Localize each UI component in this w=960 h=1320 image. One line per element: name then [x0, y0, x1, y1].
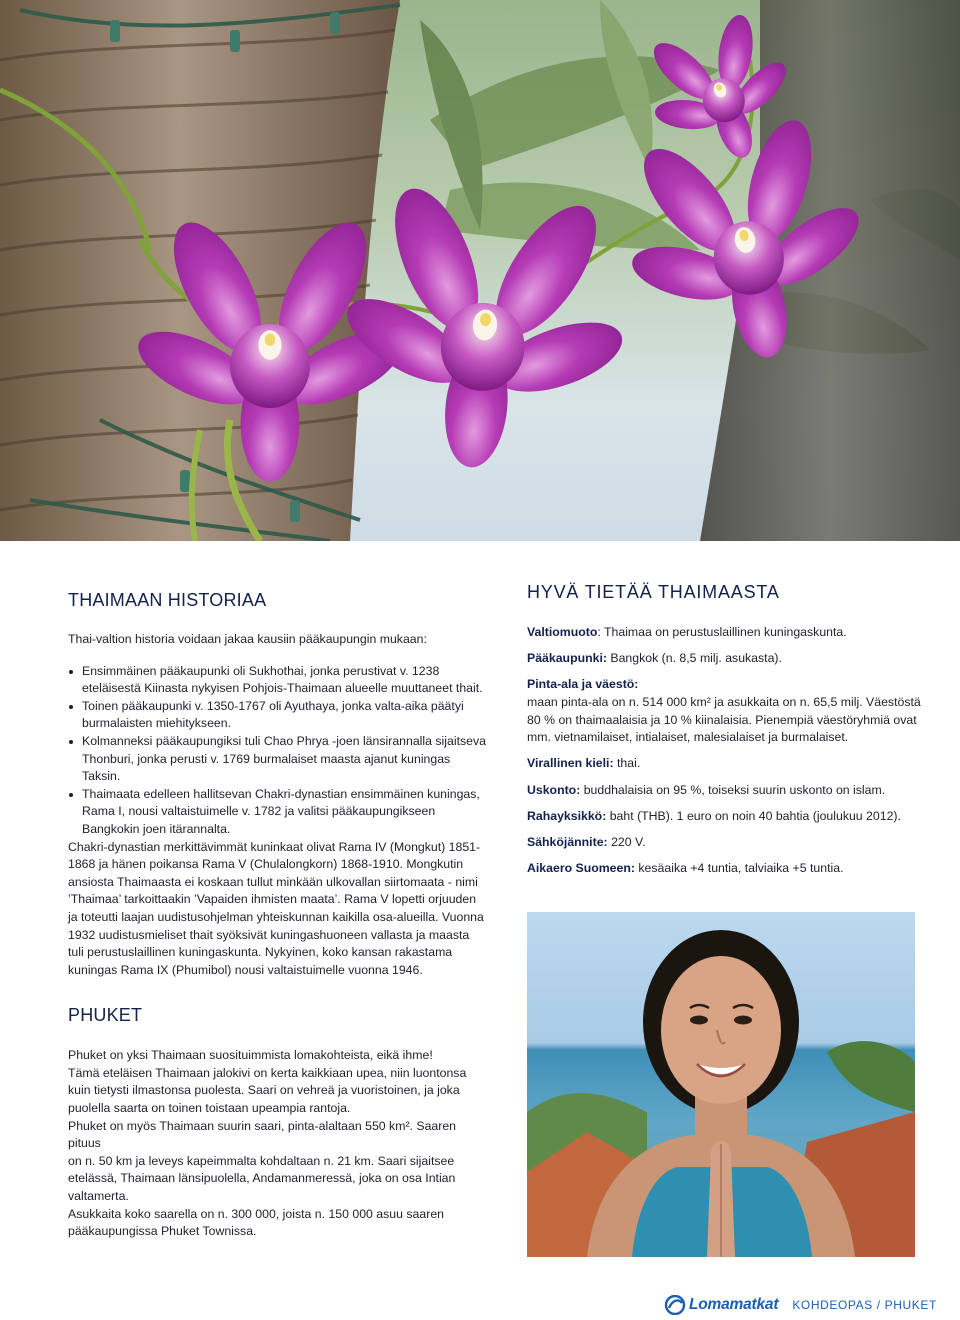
portrait-photo	[527, 912, 915, 1257]
fact-item	[527, 860, 927, 878]
fact-label: Valtiomuoto	[527, 625, 598, 639]
fact-label: Sähköjännite:	[527, 834, 608, 849]
fact-item	[527, 755, 927, 773]
fact-label: Uskonto:	[527, 782, 581, 797]
fact-item: Valtiomuoto: Thaimaa on perustuslaillinen kuningaskunta.	[527, 625, 847, 639]
history-paragraph: Chakri-dynastian merkittävimmät kuninkaat olivat Rama IV (Mongkut) 1851-1868 ja hänen poikansa Rama V (Chulalongkorn) 1868-1910. Mongkutin ansiosta Thaimaasta ei koskaan tullut minkään ulkovallan siirtomaata - nimi ’Thaimaa’ tarkoittaakin ’Vapaiden ihmisten maata’. Rama V lopetti orjuuden ja toteutti laajan uudistusohjelman yhteiskunnan kaikilla osa-alueilla. Vuonna 1932 uudistusmieliset thait syöksivät kuningashuoneen vallasta ja maasta tuli perustuslaillinen kuningaskunta. Nykyinen, koko kansan rakastama kuningas Rama IX (Phumibol) nousi valtaistuimelle vuonna 1946.	[68, 839, 484, 977]
fact-text: buddhalaisia on 95 %, toiseksi suurin uskonto on islam.	[583, 782, 886, 797]
facts-list	[527, 624, 927, 878]
phuket-line: Tämä eteläisen Thaimaan jalokivi on kerta kaikkiaan upea, niin luontonsa kuin tietysti ilmastonsa puolesta. Saari on vehreä ja vuoristoinen, ja joka puolella saarta on toinen toistaan upeampia rantoja.	[68, 1065, 467, 1116]
fact-text: thai.	[617, 756, 641, 771]
list-item: Ensimmäinen pääkaupunki oli Sukhothai, jonka perustivat v. 1238 eteläisestä Kiinasta nykyisen Pohjois-Thaimaan alueelle muuttaneet thait.	[68, 663, 488, 698]
phuket-line: Asukkaita koko saarella on n. 300 000, joista n. 150 000 asuu saaren pääkaupungissa Phuket Townissa.	[68, 1206, 444, 1239]
fact-item	[527, 676, 927, 746]
list-item: Kolmanneksi pääkaupungiksi tuli Chao Phrya -joen länsirannalla sijaitseva Thonburi, jonka perusti v. 1769 burmalaiset maasta ajanut kuningas Taksin.	[68, 733, 488, 786]
phuket-title: PHUKET	[68, 1005, 143, 1026]
left-column	[68, 588, 488, 1241]
breadcrumb: KOHDEOPAS / PHUKET	[792, 1298, 937, 1312]
fact-text: Thaimaa on perustuslaillinen kuningaskunta.	[604, 625, 847, 639]
fact-text: maan pinta-ala on n. 514 000 km² ja asukkaita on n. 65,5 milj. Väestöstä 80 % on thaimaalaisia ja 10 % kiinalaisia. Pienempiä väestöryhmiä ovat mm. vietnamilaiset, intialaiset, malesialaiset ja burmalaiset.	[527, 694, 921, 745]
fact-text: Bangkok (n. 8,5 milj. asukasta).	[610, 651, 782, 666]
fact-label: Pinta-ala ja väestö:	[527, 677, 639, 692]
footer	[664, 1293, 937, 1317]
phuket-line: Phuket on myös Thaimaan suurin saari, pinta-alaltaan 550 km². Saaren pituus	[68, 1118, 457, 1151]
orchid-photo	[0, 0, 960, 541]
fact-text: 220 V.	[611, 834, 646, 849]
logo-text: Lomamatkat	[689, 1296, 779, 1313]
fact-text: baht (THB). 1 euro on noin 40 bahtia (joulukuu 2012).	[609, 808, 901, 823]
fact-label: Virallinen kieli:	[527, 756, 614, 771]
right-column	[527, 580, 927, 886]
fact-item	[527, 650, 927, 668]
phuket-line: Phuket on yksi Thaimaan suosituimmista lomakohteista, eikä ihme!	[68, 1048, 433, 1063]
history-list	[68, 663, 488, 839]
fact-item	[527, 808, 927, 826]
facts-title: HYVÄ TIETÄÄ THAIMAASTA	[527, 582, 780, 602]
fact-item	[527, 834, 927, 852]
list-item: Toinen pääkaupunki v. 1350-1767 oli Ayuthaya, jonka valta-aika päätyi burmalaisten miehitykseen.	[68, 698, 488, 733]
phuket-body	[68, 1047, 488, 1241]
fact-item	[527, 782, 927, 800]
list-item: Thaimaata edelleen hallitsevan Chakri-dynastian ensimmäinen kuningas, Rama I, nousi valtaistuimelle v. 1782 ja valitsi pääkaupungikseen Bangkokin joen itärannalta.	[68, 786, 488, 839]
fact-label: Pääkaupunki:	[527, 651, 607, 666]
fact-text: kesäaika +4 tuntia, talviaika +5 tuntia.	[638, 861, 844, 876]
phuket-line: on n. 50 km ja leveys kapeimmalta kohdaltaan n. 21 km. Saari sijaitsee etelässä, Thaimaan länsipuolella, Andamanmeressä, joka on osa Intian valtamerta.	[68, 1153, 456, 1204]
lomamatkat-logo[interactable]	[664, 1295, 778, 1315]
fact-label: Rahayksikkö:	[527, 808, 607, 823]
history-title: THAIMAAN HISTORIAA	[68, 590, 267, 610]
logo-swirl-icon	[664, 1295, 686, 1315]
history-intro: Thai-valtion historia voidaan jakaa kausiin pääkaupungin mukaan:	[68, 632, 427, 646]
fact-label: Aikaero Suomeen:	[527, 861, 635, 876]
